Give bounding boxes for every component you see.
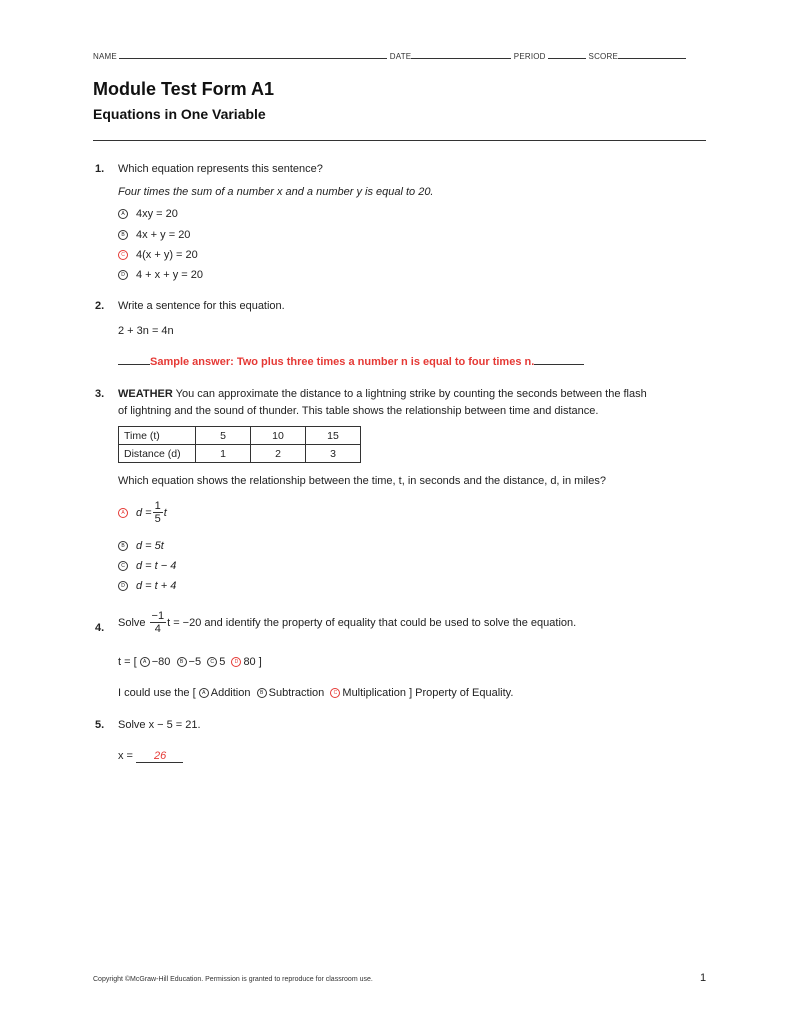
bubble-icon[interactable]: B xyxy=(118,230,128,240)
q2-number: 2. xyxy=(95,300,105,312)
period-label: PERIOD xyxy=(513,52,546,61)
cell: 15 xyxy=(306,427,361,445)
bubble-icon[interactable]: C xyxy=(118,561,128,571)
q1-number: 1. xyxy=(95,163,105,175)
prop-choice-b[interactable] xyxy=(257,687,325,699)
q4-number: 4. xyxy=(95,622,105,634)
q3-table xyxy=(118,426,361,463)
q3-number: 3. xyxy=(95,388,105,400)
choice-text: Multiplication xyxy=(342,687,406,699)
denominator: 5 xyxy=(154,513,161,525)
choice-text: d = 5t xyxy=(136,540,164,552)
bubble-icon[interactable]: D xyxy=(118,270,128,280)
q2-answer-line[interactable] xyxy=(118,355,584,368)
bubble-selected-icon[interactable]: D xyxy=(231,657,241,667)
prop-choice-c[interactable] xyxy=(330,687,406,699)
bubble-icon[interactable]: C xyxy=(207,657,217,667)
date-label: DATE xyxy=(389,52,412,61)
divider xyxy=(93,140,706,141)
choice-text: Subtraction xyxy=(268,687,325,699)
q4-solve: Solve xyxy=(118,616,146,629)
q4-prompt xyxy=(118,610,576,635)
q3-choice-b[interactable] xyxy=(118,540,164,552)
t-choice-a[interactable] xyxy=(140,656,171,668)
table-row xyxy=(119,427,361,445)
denominator: 4 xyxy=(154,623,161,635)
t-choice-c[interactable] xyxy=(207,656,225,668)
choice-text: 80 xyxy=(243,656,256,668)
bubble-icon[interactable]: D xyxy=(118,581,128,591)
numerator: 1 xyxy=(154,500,161,512)
score-label: SCORE xyxy=(588,52,618,61)
row-label: Time (t) xyxy=(119,427,196,445)
q5-answer: 26 xyxy=(154,750,167,762)
name-label: NAME xyxy=(93,52,117,61)
q3-line1 xyxy=(118,388,647,400)
row-label: Distance (d) xyxy=(119,445,196,463)
q5-number: 5. xyxy=(95,719,105,731)
choice-text: 4 + x + y = 20 xyxy=(136,269,203,281)
t-choice-b[interactable] xyxy=(177,656,202,668)
period-field[interactable] xyxy=(548,49,586,59)
numerator: −1 xyxy=(151,610,165,622)
bubble-selected-icon[interactable]: A xyxy=(118,508,128,518)
prefix: I could use the [ xyxy=(118,687,196,699)
prop-choice-a[interactable] xyxy=(199,687,251,699)
cell: 10 xyxy=(251,427,306,445)
fraction xyxy=(150,610,167,635)
bubble-icon[interactable]: B xyxy=(118,541,128,551)
bubble-icon[interactable]: A xyxy=(118,209,128,219)
choice-text: d = t + 4 xyxy=(136,580,177,592)
q1-prompt: Which equation represents this sentence? xyxy=(118,163,323,175)
q5-prompt: Solve x − 5 = 21. xyxy=(118,719,201,731)
choice-text: −5 xyxy=(188,656,202,668)
q5-answer-line[interactable] xyxy=(118,750,183,762)
q3-text: You can approximate the distance to a lightning strike by counting the seconds between the flash xyxy=(175,388,647,400)
choice-var: t xyxy=(163,506,167,519)
bubble-icon[interactable]: B xyxy=(177,657,187,667)
choice-text: 4(x + y) = 20 xyxy=(136,249,198,261)
cell: 3 xyxy=(306,445,361,463)
choice-text: 5 xyxy=(219,656,226,668)
bubble-icon[interactable]: A xyxy=(140,657,150,667)
bubble-selected-icon[interactable]: C xyxy=(330,688,340,698)
suffix: ] Property of Equality. xyxy=(409,687,514,699)
q2-prompt: Write a sentence for this equation. xyxy=(118,300,285,312)
choice-text: Addition xyxy=(210,687,251,699)
bubble-icon[interactable]: B xyxy=(257,688,267,698)
choice-text: 4x + y = 20 xyxy=(136,229,191,241)
q2-equation: 2 + 3n = 4n xyxy=(118,325,174,337)
page-number: 1 xyxy=(700,972,707,984)
prefix: x = xyxy=(118,750,133,762)
q1-choice-a[interactable] xyxy=(118,208,178,220)
q3-choice-a[interactable] xyxy=(118,500,167,525)
bubble-selected-icon[interactable]: C xyxy=(118,250,128,260)
q4-rest: t = −20 and identify the property of equality that could be used to solve the equation. xyxy=(167,616,577,629)
choice-lhs: d = xyxy=(136,506,152,519)
q3-topic: WEATHER xyxy=(118,388,173,400)
cell: 2 xyxy=(251,445,306,463)
q4-t-choices xyxy=(118,656,262,668)
q2-answer: Sample answer: Two plus three times a number n is equal to four times n. xyxy=(150,356,535,368)
q1-choice-c[interactable] xyxy=(118,249,198,261)
page-title: Module Test Form A1 xyxy=(93,79,275,99)
header-fields xyxy=(93,49,686,61)
q3-choice-c[interactable] xyxy=(118,560,176,572)
table-row xyxy=(119,445,361,463)
copyright: Copyright ©McGraw-Hill Education. Permission is granted to reproduce for classroom use. xyxy=(93,976,373,983)
page-subtitle: Equations in One Variable xyxy=(93,106,266,122)
cell: 5 xyxy=(196,427,251,445)
fraction xyxy=(153,500,163,525)
prefix: t = [ xyxy=(118,656,137,668)
cell: 1 xyxy=(196,445,251,463)
q1-sentence: Four times the sum of a number x and a number y is equal to 20. xyxy=(118,186,434,198)
t-choice-d[interactable] xyxy=(231,656,255,668)
score-field[interactable] xyxy=(618,49,686,59)
choice-text: d = t − 4 xyxy=(136,560,177,572)
bubble-icon[interactable]: A xyxy=(199,688,209,698)
date-field[interactable] xyxy=(411,49,511,59)
choice-text: 4xy = 20 xyxy=(136,208,178,220)
suffix: ] xyxy=(258,656,262,668)
name-field[interactable] xyxy=(119,49,387,59)
q3-choice-d[interactable] xyxy=(118,580,176,592)
q1-choice-b[interactable] xyxy=(118,229,190,241)
choice-text: −80 xyxy=(151,656,171,668)
q4-property-choices xyxy=(118,687,513,699)
q3-question: Which equation shows the relationship between the time, t, in seconds and the distance, d, in miles? xyxy=(118,475,606,487)
q1-choice-d[interactable] xyxy=(118,269,203,281)
q3-line2: of lightning and the sound of thunder. This table shows the relationship between time and distance. xyxy=(118,405,599,417)
